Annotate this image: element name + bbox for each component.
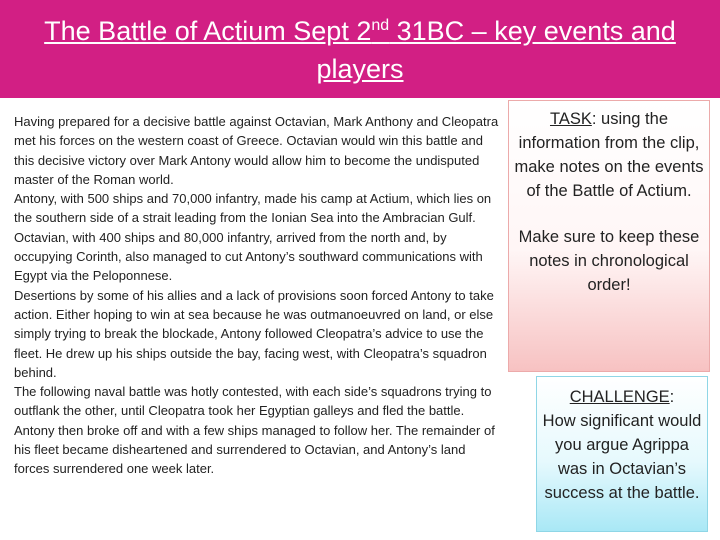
task-note: Make sure to keep these notes in chronological order! xyxy=(518,228,700,294)
challenge-text: How significant would you argue Agrippa was in Octavian’s success at the battle. xyxy=(542,412,702,502)
slide-title xyxy=(0,12,720,88)
challenge-heading xyxy=(541,385,703,409)
paragraph: Desertions by some of his allies and a lack of provisions soon forced Antony to take action. Either hoping to win at sea because he was outmanoeuvred on land, or else simply trying to break the blockade, Antony followed Cleopatra’s advice to use the fleet. He drew up his ships outside the bay, facing west, with Cleopatra’s squadron behind. xyxy=(14,287,494,380)
title-part-1: The Battle of Actium Sept 2 xyxy=(44,16,372,46)
title-part-2: 31BC – key events and players xyxy=(316,16,676,84)
challenge-box xyxy=(536,376,708,532)
title-superscript: nd xyxy=(371,17,390,34)
paragraph: The following naval battle was hotly contested, with each side’s squadrons trying to outflank the other, until Cleopatra took her Egyptian galleys and fled the battle. Antony then broke off and with a few ships managed to follow her. The remainder of his fleet became disheartened and surrendered to Octavian, and Antony’s land forces surrendered one week later. xyxy=(14,384,495,477)
paragraph: Having prepared for a decisive battle against Octavian, Mark Anthony and Cleopatra met his forces on the western coast of Greece. Octavian would win this battle and this decisive victory over Mark Antony would allow him to become the undisputed master of the Roman world. xyxy=(14,114,499,187)
task-text: : using the information from the clip, make notes on the events of the Battle of Actium. xyxy=(514,110,704,200)
paragraph: Antony, with 500 ships and 70,000 infantry, made his camp at Actium, which lies on the southern side of a strait leading from the Ionian Sea into the Ambracian Gulf. Octavian, with 400 ships and 80,000 infantry, arrived from the north and, by occupying Corinth, also managed to cut Antony’s southward communications with Egypt via the Peloponnese. xyxy=(14,191,492,284)
body-text xyxy=(14,112,502,479)
task-box xyxy=(508,100,710,372)
task-instruction xyxy=(513,107,705,203)
challenge-label: CHALLENGE xyxy=(569,388,670,406)
task-label: TASK xyxy=(549,110,592,128)
challenge-colon: : xyxy=(669,388,675,406)
title-bar xyxy=(0,0,720,98)
